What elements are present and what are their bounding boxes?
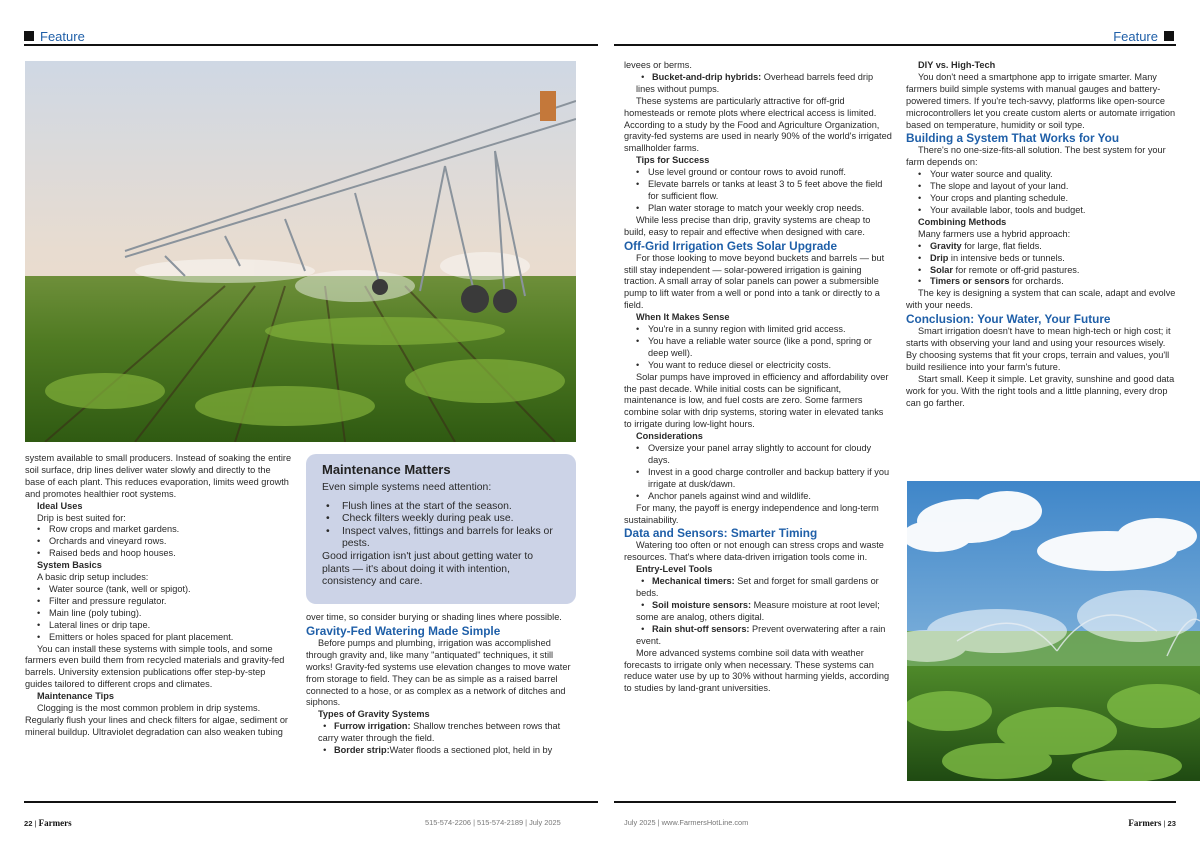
body-paragraph: Smart irrigation doesn't have to mean high-tech or high cost; it starts with observing your land and using your resources wisely. By choosing systems that fit your crops, terrain and values, you'll build resilience into your farm's future. bbox=[906, 326, 1171, 372]
list-item: • You're in a sunny region with limited grid access. bbox=[624, 324, 892, 336]
list-item: • Anchor panels against wind and wildlife. bbox=[624, 491, 892, 503]
callout-title: Maintenance Matters bbox=[322, 462, 451, 477]
subheading-types-gravity: Types of Gravity Systems bbox=[318, 709, 430, 720]
callout-list-item: • Flush lines at the start of the season. bbox=[322, 501, 560, 514]
body-paragraph: A basic drip setup includes: bbox=[37, 572, 149, 583]
body-paragraph: You can install these systems with simple tools, and some farmers even build them from recycled materials and gravity-fed barrels. University extension publications offer step-by-step guides tailored to different crops and climates. bbox=[25, 643, 285, 690]
body-paragraph: Drip is best suited for: bbox=[37, 512, 126, 523]
footer-contact-left: 515-574-2206 | 515-574-2189 | July 2025 bbox=[425, 818, 561, 827]
farmers-logo: Farmers bbox=[38, 818, 72, 828]
subheading-system-basics: System Basics bbox=[37, 560, 102, 571]
list-item: • Border strip:Water floods a sectioned plot, held in by bbox=[318, 745, 553, 756]
callout-list-item: • Inspect valves, fittings and barrels for leaks or pests. bbox=[322, 526, 560, 551]
list-item: • Bucket-and-drip hybrids: Overhead barrels feed drip lines without pumps. bbox=[636, 71, 874, 94]
list-item: • Raised beds and hoop houses. bbox=[25, 548, 292, 560]
subheading-entry-tools: Entry-Level Tools bbox=[636, 564, 713, 575]
body-paragraph: The key is designing a system that can scale, adapt and evolve with your needs. bbox=[906, 288, 1176, 311]
heading-gravity-fed: Gravity-Fed Watering Made Simple bbox=[306, 623, 501, 638]
list-item: • Mechanical timers: Set and forget for small gardens or beds. bbox=[636, 576, 879, 599]
maintenance-callout-box bbox=[306, 454, 576, 604]
article-column-2 bbox=[306, 612, 574, 757]
body-paragraph: There's no one-size-fits-all solution. The best system for your farm depends on: bbox=[906, 145, 1166, 168]
header-rule bbox=[24, 44, 598, 46]
body-paragraph: These systems are particularly attractive for off-grid homesteads or remote plots where electrical access is limited. According to a study by the Food and Agriculture Organization, gravity-fed systems are used in nearly 90% of the world's irrigated smallholder farms. bbox=[624, 95, 892, 154]
article-column-1 bbox=[25, 453, 292, 739]
body-paragraph: Many farmers use a hybrid approach: bbox=[918, 228, 1071, 239]
section-header-left bbox=[24, 26, 85, 46]
list-item: • You have a reliable water source (like a pond, spring or deep well). bbox=[624, 336, 892, 360]
list-item: • Your available labor, tools and budget. bbox=[906, 205, 1178, 217]
list-item: • The slope and layout of your land. bbox=[906, 181, 1178, 193]
body-paragraph: For many, the payoff is energy independence and long-term sustainability. bbox=[624, 502, 879, 525]
body-paragraph: For those looking to move beyond buckets and barrels — but still stay independent — solar-powered irrigation is gaining traction. A small array of solar panels can power a submersible pump to lift water from a well or pond into a tank or directly to a field. bbox=[624, 252, 885, 311]
list-item: • Gravity for large, flat fields. bbox=[906, 241, 1178, 253]
list-item: • Timers or sensors for orchards. bbox=[906, 276, 1178, 288]
body-paragraph: levees or berms. bbox=[624, 60, 692, 70]
list-item: • Invest in a good charge controller and backup battery if you irrigate at dusk/dawn. bbox=[624, 467, 892, 491]
list-item: • Solar for remote or off-grid pastures. bbox=[906, 265, 1178, 277]
body-paragraph: system available to small producers. Instead of soaking the entire soil surface, drip lines deliver water slowly and directly to the base of each plant. This reduces evaporation, limits weed growth and promotes healthier root systems. bbox=[25, 453, 292, 499]
list-item: • Rain shut-off sensors: Prevent overwatering after a rain event. bbox=[636, 623, 886, 646]
list-item: • Furrow irrigation: Shallow trenches between rows that carry water through the field. bbox=[318, 721, 561, 744]
footer-rule bbox=[614, 801, 1176, 803]
article-column-3 bbox=[624, 60, 892, 695]
body-paragraph: More advanced systems combine soil data with weather forecasts to irrigate only when necessary. These systems can reduce water use by up to 30% without harming yields, according to studies by land-grant universities. bbox=[624, 647, 890, 694]
header-square-icon bbox=[24, 31, 34, 41]
subheading-considerations: Considerations bbox=[636, 431, 703, 442]
callout-lead: Even simple systems need attention: bbox=[322, 482, 492, 493]
callout-list-item: • Check filters weekly during peak use. bbox=[322, 513, 560, 526]
body-paragraph: Solar pumps have improved in efficiency and affordability over the past decade. While initial costs can be significant, maintenance is low, and fuel costs are zero. Some farmers combine solar with drip systems, storing water in elevated tanks to irrigate during low-light hours. bbox=[624, 371, 889, 430]
footer-contact-right: July 2025 | www.FarmersHotLine.com bbox=[624, 818, 749, 827]
subheading-when-sense: When It Makes Sense bbox=[636, 312, 730, 323]
list-item: • Drip in intensive beds or tunnels. bbox=[906, 253, 1178, 265]
page-number-right: Farmers | 23 bbox=[1128, 818, 1176, 828]
footer-rule bbox=[24, 801, 598, 803]
heading-building: Building a System That Works for You bbox=[906, 131, 1120, 146]
list-item: • Main line (poly tubing). bbox=[25, 608, 292, 620]
header-label: Feature bbox=[1113, 28, 1158, 44]
page-number-left: 22 | Farmers bbox=[24, 818, 72, 828]
list-item: • Emitters or holes spaced for plant placement. bbox=[25, 632, 292, 644]
list-item: • Plan water storage to match your weekly crop needs. bbox=[624, 203, 892, 215]
farmers-logo: Farmers bbox=[1128, 818, 1162, 828]
body-paragraph: You don't need a smartphone app to irrigate smarter. Many farmers build simple systems with manual gauges and battery-powered timers. If you're tech-savvy, platforms like open-source microcontrollers let you create custom alerts or automate irrigation based on temperature, humidity or soil type. bbox=[906, 71, 1176, 130]
heading-solar: Off-Grid Irrigation Gets Solar Upgrade bbox=[624, 238, 838, 253]
list-item: • Oversize your panel array slightly to account for cloudy days. bbox=[624, 443, 892, 467]
list-item: • Soil moisture sensors: Measure moisture at root level; some are analog, others digital. bbox=[636, 599, 880, 622]
header-rule bbox=[614, 44, 1176, 46]
list-item: • You want to reduce diesel or electricity costs. bbox=[624, 360, 892, 372]
subheading-combining: Combining Methods bbox=[918, 216, 1007, 227]
list-item: • Filter and pressure regulator. bbox=[25, 596, 292, 608]
pivot-irrigation-photo bbox=[25, 61, 576, 442]
header-label: Feature bbox=[40, 28, 85, 44]
list-item: • Your water source and quality. bbox=[906, 169, 1178, 181]
body-paragraph: Clogging is the most common problem in drip systems. Regularly flush your lines and check filters for algae, sediment or mineral buildup. Ultraviolet degradation can also weaken tubing bbox=[25, 703, 288, 737]
body-paragraph: Before pumps and plumbing, irrigation was accomplished through gravity and, like many "antiquated" techniques, it still works! Gravity-fed systems use elevation changes to move water from storage to field. They can be as simple as a raised barrel connected to a hose, or as complex as a network of ditches and siphons. bbox=[306, 637, 571, 708]
list-item: • Elevate barrels or tanks at least 3 to 5 feet above the field for sufficient flow. bbox=[624, 179, 892, 203]
heading-conclusion: Conclusion: Your Water, Your Future bbox=[906, 312, 1111, 327]
subheading-ideal-uses: Ideal Uses bbox=[37, 500, 83, 511]
section-header-right bbox=[1113, 26, 1174, 46]
list-item: • Row crops and market gardens. bbox=[25, 524, 292, 536]
subheading-tips-success: Tips for Success bbox=[636, 155, 710, 166]
list-item: • Use level ground or contour rows to avoid runoff. bbox=[624, 167, 892, 179]
list-item: • Water source (tank, well or spigot). bbox=[25, 584, 292, 596]
heading-data-sensors: Data and Sensors: Smarter Timing bbox=[624, 526, 818, 541]
list-item: • Lateral lines or drip tape. bbox=[25, 620, 292, 632]
body-paragraph: Start small. Keep it simple. Let gravity, sunshine and good data work for you. With the right tools and a little planning, every drop can go farther. bbox=[906, 373, 1175, 408]
callout-outro: Good irrigation isn't just about getting water to plants — it's about doing it with intention, consistency and care. bbox=[322, 550, 534, 588]
subheading-maintenance-tips: Maintenance Tips bbox=[37, 691, 114, 702]
body-paragraph: over time, so consider burying or shading lines where possible. bbox=[306, 612, 562, 622]
body-paragraph: While less precise than drip, gravity systems are cheap to build, easy to repair and effective when designed with care. bbox=[624, 214, 871, 237]
subheading-diy: DIY vs. High-Tech bbox=[918, 60, 996, 70]
header-square-icon bbox=[1164, 31, 1174, 41]
list-item: • Orchards and vineyard rows. bbox=[25, 536, 292, 548]
body-paragraph: Watering too often or not enough can stress crops and waste resources. That's where data-driven irrigation tools come in. bbox=[624, 540, 884, 563]
list-item: • Your crops and planting schedule. bbox=[906, 193, 1178, 205]
article-column-4 bbox=[906, 60, 1178, 409]
sprinkler-crops-photo bbox=[907, 481, 1200, 781]
